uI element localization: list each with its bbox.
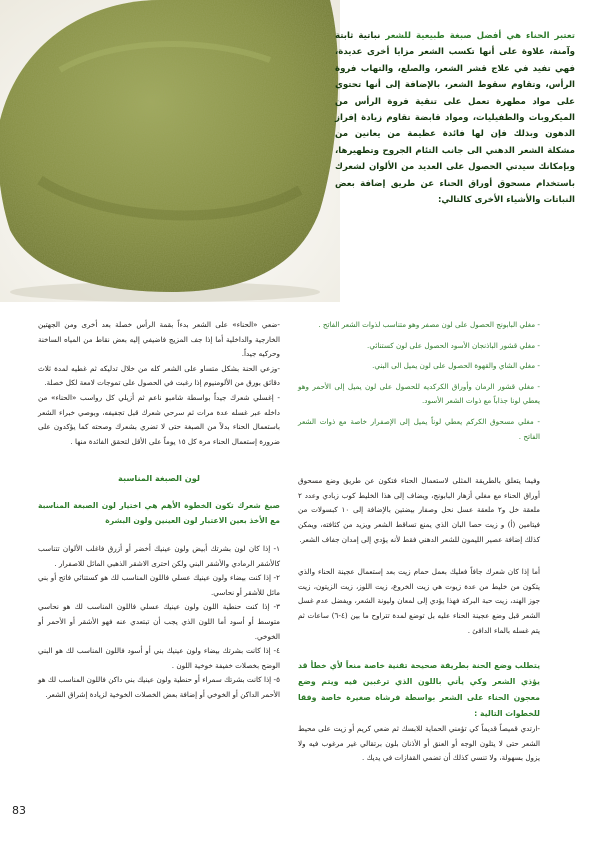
right-column xyxy=(298,318,540,766)
page-number: 83 xyxy=(12,804,26,817)
application-heading: يتطلب وضع الحنة بطريقة صحيحة تقنية خاصة منعاً لأي خطأ قد يؤذي الشعر وكي يأتي باللون الذي ترغبين فيه ويتم وضع معجون الحناء على الشعر بواسطة فرشاة صغيرة خاصة وفقا للخطوات التالية : xyxy=(298,661,540,719)
mix-paragraph: وفيما يتعلق بالطريقة المثلى لاستعمال الحناء فتكون عن طريق وضع مسحوق أوراق الحناء مع مغلي أزهار البابونج، ويضاف إلى هذا الخليط كوب زبادي وعدد ٢ ملعقة خل و٢ ملعقة عسل نحل وصفار بيضتين بالإضافة إلى ١٠ كبسولات من فيتامين (أ) و زيت حصا البان الذي يمنع تساقط الشعر ويزيد من كثافته، ويمكن كذلك إضافة عصير الليمون للشعر الدهني فقط لأنه يؤدي إلى إمدان جفاف الشعر. xyxy=(298,476,540,544)
tip-item: ١- إذا كان لون بشرتك أبيض ولون عينيك أخضر أو أزرق فاغلب الألوان تتناسب كالأشقر الرمادي والأشقر البني ولكن احترى الاشقر الذهبي المائل للاصفرار . xyxy=(38,543,280,568)
color-list-item: - مغلي قشور الباذنجان الأسود الحصول على لون كستنائي. xyxy=(367,340,540,350)
color-list xyxy=(298,318,540,444)
color-list-item: - مغلي الشاي والقهوة الحصول على لون يميل الى البني. xyxy=(372,361,540,371)
tip-item: ٢- إذا كنت بيضاء ولون عينيك عسلي فاللون المناسب لك هو كستنائي فاتح أو بني مائل للأشقر أو نحاسي. xyxy=(38,573,280,597)
application-first-step: -ارتدي قميصاً قديماً كي تؤمني الحماية للابسك ثم ضعي كريم أو زيت على محيط الشعر حتى لا يتلون الوجه أو العنق أو الأذنان بلون برتقالي غير مرغوب فيه ولا يزول بسهولة، ولا تنسي كذلك أن تضمي القفازات في يديك . xyxy=(298,724,540,763)
section-title-suitable-color: لون الصبغة المناسبة xyxy=(118,473,200,484)
dry-hair-paragraph: أما إذا كان شعرك جافاً فعليك بعمل حمام زيت بعد إستعمال عجينة الحناء والذي يتكون من خليط من عدة زيوت هي زيت الخروع، زيت اللوز، زيت الزيتون، زيت جوز الهند، زيت حبة البركة فهذا يؤدي إلى لمعان وليونة الشعر، ويفضل عدم غسل الشعر قبل وضع عجينة الحناء عليه بل توضع لمدة تتراوح ما بين (٤-٦) ساعات ثم يتم غسله بالماء الدافئ . xyxy=(298,567,540,635)
section-intro: صبغ شعرك تكون الخطوة الأهم هي اختيار لون الصبغة المناسبة مع الأخذ بعين الاعتبار لون العينين ولون البشرة xyxy=(38,500,280,525)
intro-body: نباتية ثابتة وآمنة، علاوة على أنها تكسب الشعر مزايا أخرى عديدة، فهي تفيد في علاج قشر الشعر، والصلع، والتهاب فروة الرأس، وتقاوم سقوط الشعر، بالإضافة إلى أنها تحتوي على مواد مطهرة تعمل على تنقية فروة الرأس من الميكروبات والطفيليات، ومواد قابضة تقاوم زيادة إفراز الدهون وبذلك فإن لها فائدة عظيمة من يعانين من مشكلة الشعر الدهني الى جانب التئام الجروح وتطهيرها، وبإمكانك سيدتي الحصول على العديد من الألوان لشعرك باستخدام مسحوق أوراق الحناء عن طريق إضافة بعض النباتات والأشياء الأخرى كالتالي: xyxy=(335,31,575,206)
application-steps: -ضعي «الحناء» على الشعر بدءاً بقمة الرأس خصلة بعد أخرى ومن الجهتين الخارجية والداخلية أما إذا جف المزيج فاضيفي إليه بعض نقاط من المياه الساخنة وحركيه جيداً. -وزعي الحنة بشكل متساو على الشعر كله من خلال تدليكه ثم غطيه لمدة ثلاث دقائق بورق من الألومنيوم إذا رغبت في الحصول على تموجات لامعة لكل خصلة. - إغسلي شعرك جيداً بواسطة شامبو ناعم ثم أزيلي كل رواسب «الحناء» من داخله عبر غسله عدة مرات ثم سرحي شعرك قبل تجفيفه، وبوصي خبراء الشعر باستعمال الحناء بدلاً من الصبغة حتى لا تضري بشعرك وصحته كما يؤكدون على ضرورة إستعمال الحناء مرة كل ١٥ يوماً على الأقل لتحقق الفائدة منها . xyxy=(38,320,280,446)
tip-item: ٣- إذا كنت حنطية اللون ولون عينيك عسلي فاللون المناسب لك هو نحاسي متوسط أو أسود أما اللون الذي يجب أن تبتعدي عنه فهو الأشقر أو الأحمر أو الخوخي. xyxy=(38,602,280,641)
intro-lead: تعتبر الحناء هي أفضل صبغة طبيعية للشعر xyxy=(385,31,575,41)
tips-list xyxy=(38,542,280,703)
color-list-item: - مغلي قشور الرمان وأوراق الكركديه للحصول على لون يميل إلى الأحمر وهو يعطي لونا جذاباً مع ذوات الشعر الأسود. xyxy=(298,381,540,406)
left-column xyxy=(38,318,280,702)
color-list-item: - مغلي البابونج الحصول على لون مصفر وهو متناسب لذوات الشعر الفاتح . xyxy=(318,320,540,329)
intro-paragraph xyxy=(335,28,575,208)
color-list-item: - مغلي مسحوق الكركم يعطي لوناً يميل إلى الإصفرار خاصة مع ذوات الشعر الفاتح . xyxy=(298,416,540,441)
henna-powder-photo xyxy=(0,0,340,302)
tip-item: ٥- إذا كانت بشرتك سمراء أو حنطية ولون عينيك بني داكن فاللون المناسب لك هو الأحمر الداكن أو الخوخي أو إضافة بعض الخصلات الخوخية لزيادة إشراق الشعر. xyxy=(38,675,280,699)
tip-item: ٤- إذا كانت بشرتك بيضاء ولون عينيك بني أو أسود فاللون المناسب لك هو البني الوضح بخصلات خفيفة خوخية اللون . xyxy=(38,646,280,670)
